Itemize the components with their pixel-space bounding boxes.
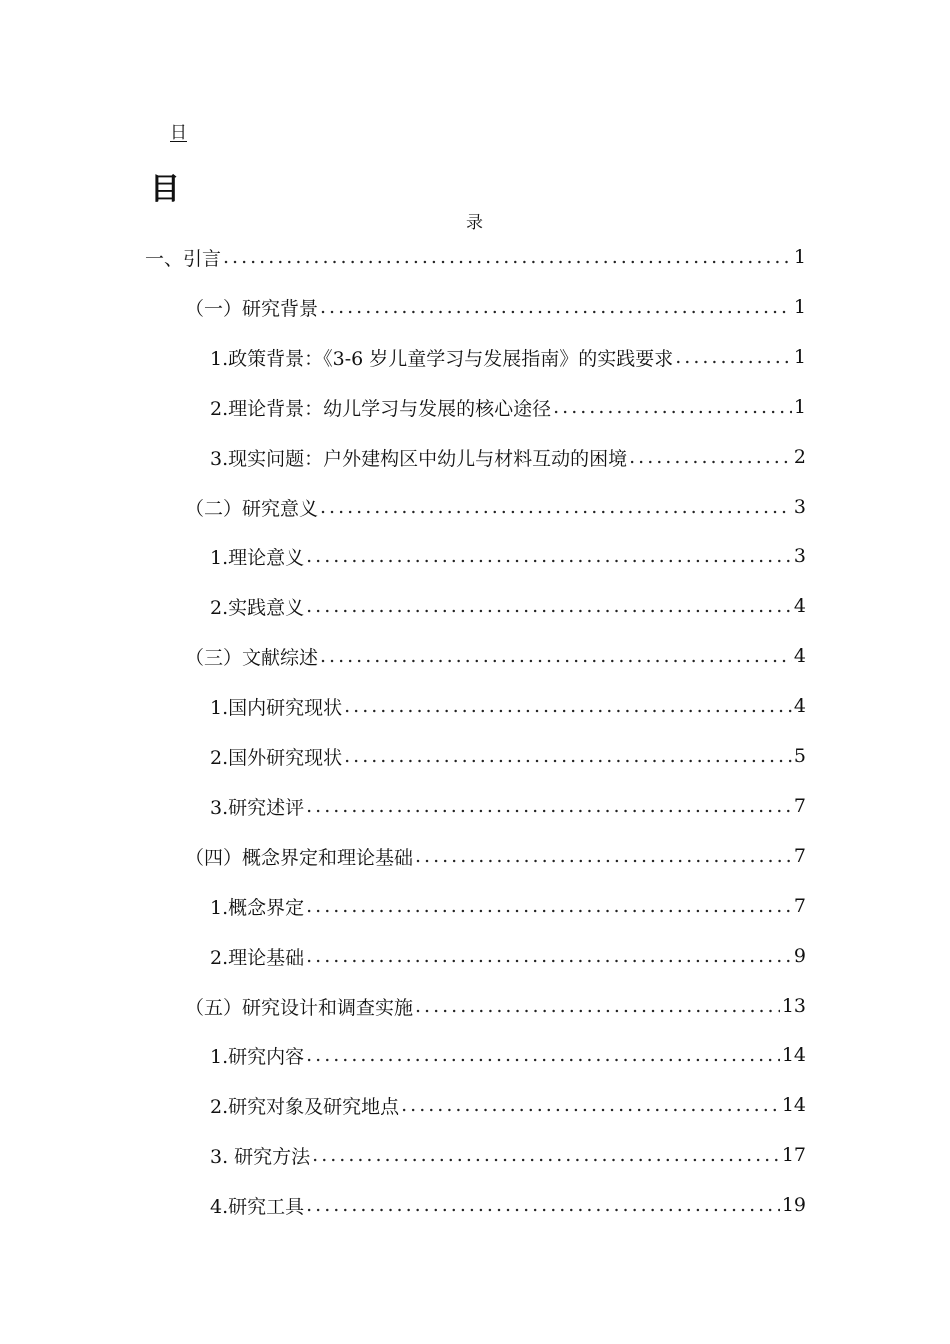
toc-entry-label: 4.研究工具 bbox=[210, 1195, 305, 1218]
toc-page-number: 5 bbox=[793, 745, 806, 767]
toc-entry-label: （一）研究背景 bbox=[185, 297, 319, 320]
toc-entry-label: 1.政策背景：《3-6 岁儿童学习与发展指南》的实践要求 bbox=[210, 347, 674, 370]
toc-page-number: 1 bbox=[793, 296, 806, 318]
toc-dot-leader bbox=[415, 995, 780, 1017]
toc-entry-label: 3.现实问题：户外建构区中幼儿与材料互动的困境 bbox=[210, 447, 628, 470]
toc-page-number: 1 bbox=[793, 346, 806, 368]
toc-page-number: 1 bbox=[793, 396, 806, 418]
toc-dot-leader bbox=[401, 1094, 780, 1116]
toc-entry[interactable] bbox=[210, 738, 806, 774]
toc-dot-leader bbox=[629, 446, 792, 468]
toc-page-number: 17 bbox=[781, 1144, 806, 1166]
toc-page-number: 14 bbox=[781, 1044, 806, 1066]
toc-entry[interactable] bbox=[210, 1037, 806, 1073]
toc-dot-leader bbox=[344, 745, 792, 767]
toc-entry-label: （三）文献综述 bbox=[185, 646, 319, 669]
toc-entry[interactable] bbox=[210, 339, 806, 375]
toc-entry[interactable] bbox=[210, 1087, 806, 1123]
toc-title-big: 目 bbox=[150, 172, 180, 207]
toc-entry[interactable] bbox=[210, 389, 806, 425]
toc-dot-leader bbox=[306, 595, 792, 617]
toc-entry-label: 1.理论意义 bbox=[210, 546, 305, 569]
toc-entry[interactable] bbox=[185, 638, 806, 674]
toc-page-number: 2 bbox=[793, 446, 806, 468]
toc-entry[interactable] bbox=[210, 788, 806, 824]
toc-dot-leader bbox=[306, 945, 792, 967]
toc-title-small: 录 bbox=[466, 213, 483, 233]
toc-page-number: 7 bbox=[793, 895, 806, 917]
toc-entry[interactable] bbox=[210, 439, 806, 475]
header-mark: 日 bbox=[170, 123, 187, 143]
toc-entry[interactable] bbox=[210, 1187, 806, 1223]
toc-dot-leader bbox=[306, 1044, 780, 1066]
toc-entry[interactable] bbox=[185, 988, 806, 1024]
toc-page-number: 7 bbox=[793, 845, 806, 867]
toc-page-number: 19 bbox=[781, 1194, 806, 1216]
toc-entry[interactable] bbox=[210, 588, 806, 624]
toc-entry-label: （五）研究设计和调查实施 bbox=[185, 996, 414, 1019]
toc-dot-leader bbox=[553, 396, 792, 418]
toc-page-number: 3 bbox=[793, 545, 806, 567]
toc-entry-label: 2.理论基础 bbox=[210, 946, 305, 969]
toc-entry-label: 1.研究内容 bbox=[210, 1045, 305, 1068]
toc-entry-label: 2.国外研究现状 bbox=[210, 746, 343, 769]
toc-entry-label: 一、引言 bbox=[145, 247, 222, 270]
toc-dot-leader bbox=[223, 246, 792, 268]
toc-entry-label: 3.研究述评 bbox=[210, 796, 305, 819]
toc-entry[interactable] bbox=[185, 838, 806, 874]
toc-entry-label: 2.理论背景：幼儿学习与发展的核心途径 bbox=[210, 397, 552, 420]
toc-entry[interactable] bbox=[210, 538, 806, 574]
toc-entry-label: （四）概念界定和理论基础 bbox=[185, 846, 414, 869]
toc-entry[interactable] bbox=[145, 239, 806, 275]
toc-entry[interactable] bbox=[210, 888, 806, 924]
toc-dot-leader bbox=[344, 695, 792, 717]
toc-dot-leader bbox=[306, 1194, 780, 1216]
toc-entry[interactable] bbox=[210, 688, 806, 724]
toc-page-number: 9 bbox=[793, 945, 806, 967]
toc-entry[interactable] bbox=[210, 1137, 806, 1173]
toc-dot-leader bbox=[320, 645, 792, 667]
toc-entry[interactable] bbox=[185, 489, 806, 525]
toc-page-number: 1 bbox=[793, 246, 806, 268]
toc-dot-leader bbox=[415, 845, 792, 867]
toc-entry-label: 2.实践意义 bbox=[210, 596, 305, 619]
toc-entry-label: （二）研究意义 bbox=[185, 497, 319, 520]
toc-entry-label: 1.概念界定 bbox=[210, 896, 305, 919]
toc-entry-label: 2.研究对象及研究地点 bbox=[210, 1095, 400, 1118]
toc-entry[interactable] bbox=[185, 289, 806, 325]
toc-dot-leader bbox=[306, 895, 792, 917]
toc-dot-leader bbox=[320, 496, 792, 518]
toc-dot-leader bbox=[675, 346, 792, 368]
toc-page-number: 14 bbox=[781, 1094, 806, 1116]
toc-dot-leader bbox=[320, 296, 792, 318]
toc-entry[interactable] bbox=[210, 938, 806, 974]
toc-page-number: 4 bbox=[793, 595, 806, 617]
toc-page-number: 3 bbox=[793, 496, 806, 518]
toc-entry-label: 3. 研究方法 bbox=[210, 1145, 311, 1168]
toc-dot-leader bbox=[306, 545, 792, 567]
toc-page-number: 4 bbox=[793, 695, 806, 717]
toc-entry-label: 1.国内研究现状 bbox=[210, 696, 343, 719]
toc-dot-leader bbox=[312, 1144, 780, 1166]
toc-page-number: 4 bbox=[793, 645, 806, 667]
toc-page-number: 7 bbox=[793, 795, 806, 817]
toc-dot-leader bbox=[306, 795, 792, 817]
toc-page-number: 13 bbox=[781, 995, 806, 1017]
